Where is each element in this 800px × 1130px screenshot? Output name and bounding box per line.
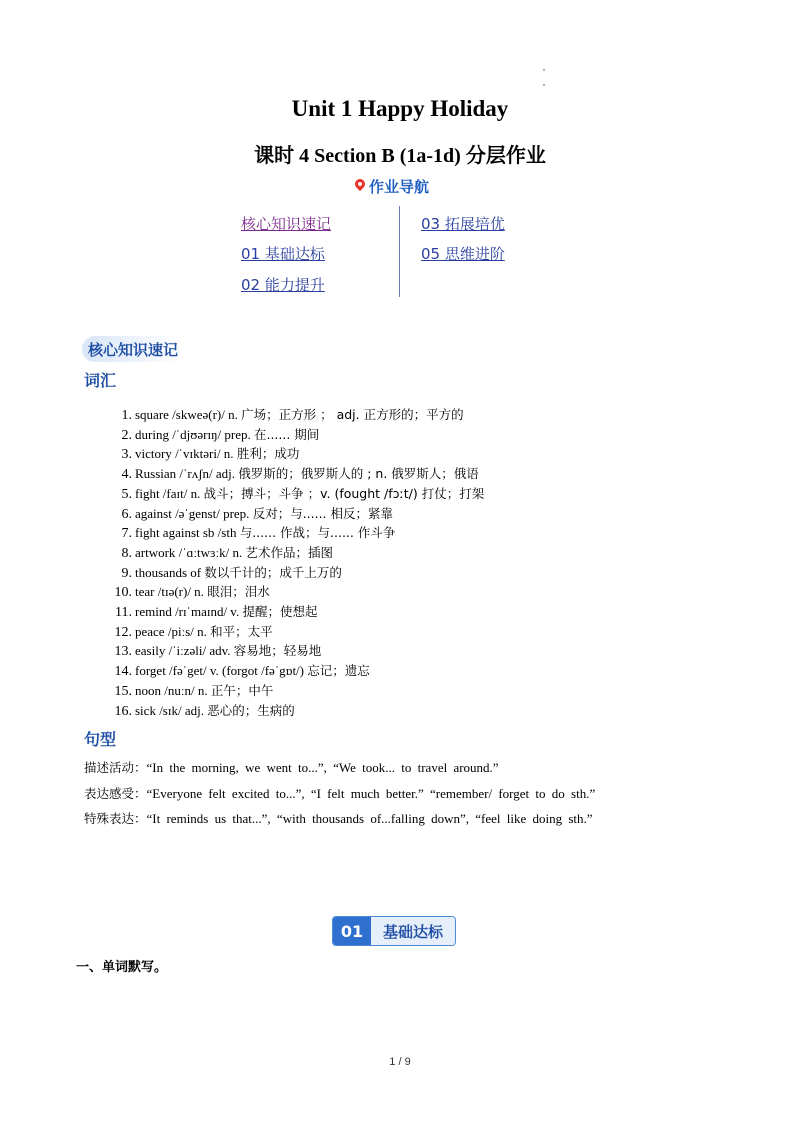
section-badge-core: 核心知识速记: [82, 336, 184, 362]
vocab-item: 6. against /əˈgenst/ prep. 反对；与...... 相反；紧靠: [121, 505, 394, 522]
sentence-line: 特殊表达：“It reminds us that...”, “with thousands of...falling down”, “feel like doing sth.”: [84, 811, 593, 826]
section-badge-01: [332, 916, 456, 946]
nav-badge-label: 作业导航: [369, 177, 430, 196]
speck: [543, 84, 545, 86]
vocab-heading: 词汇: [84, 371, 117, 390]
nav-link-03[interactable]: 03 拓展培优: [421, 215, 505, 233]
section-badge-label: 基础达标: [371, 917, 455, 945]
speck: [543, 69, 545, 71]
vocab-item: 11. remind /rɪˈmaɪnd/ v. 提醒；使想起: [115, 604, 318, 621]
sentence-heading: 句型: [84, 730, 117, 749]
vocab-item: 5. fight /faɪt/ n. 战斗；搏斗；斗争 ；v. (fought /fɔːt/) 打仗；打架: [121, 485, 485, 502]
page-number: 1 / 9: [389, 1056, 411, 1068]
nav-divider: [399, 206, 400, 297]
question-heading: 一、单词默写。: [76, 960, 168, 975]
nav-link-05[interactable]: 05 思维进阶: [421, 245, 505, 263]
vocab-item: 4. Russian /ˈrʌʃn/ adj. 俄罗斯的；俄罗斯人的 ; n. 俄罗斯人；俄语: [121, 466, 479, 483]
vocab-item: 8. artwork /ˈɑːtwɜːk/ n. 艺术作品；插图: [121, 544, 333, 561]
sentence-line: 描述活动：“In the morning, we went to...”, “We took... to travel around.”: [84, 760, 499, 775]
section-badge-number: 01: [333, 917, 371, 945]
vocab-item: 15. noon /nuːn/ n. 正午；中午: [114, 682, 274, 699]
vocab-item: 16. sick /sɪk/ adj. 恶心的；生病的: [114, 702, 295, 719]
vocab-item: 1. square /skweə(r)/ n. 广场；正方形 ； adj. 正方形的；平方的: [121, 407, 464, 423]
nav-link-core[interactable]: 核心知识速记: [241, 215, 332, 233]
vocab-item: 7. fight against sb /sth 与...... 作战；与...... 作斗争: [121, 525, 396, 542]
vocab-item: 13. easily /ˈiːzəli/ adv. 容易地；轻易地: [114, 643, 322, 660]
vocab-list: [104, 406, 484, 721]
location-pin-icon: [354, 179, 366, 193]
document-title: Unit 1 Happy Holiday: [291, 96, 509, 121]
vocab-item: 12. peace /piːs/ n. 和平；太平: [114, 623, 273, 640]
vocab-item: 9. thousands of 数以千计的；成千上万的: [121, 564, 342, 581]
nav-link-01[interactable]: 01 基础达标: [241, 245, 325, 263]
document-subtitle: 课时 4 Section B (1a-1d) 分层作业: [254, 145, 546, 167]
sentence-line: 表达感受：“Everyone felt excited to...”, “I felt much better.” “remember/ forget to do sth.”: [84, 786, 596, 801]
nav-badge: [354, 175, 429, 197]
vocab-item: 14. forget /fəˈget/ v. (forgot /fəˈgɒt/) 忘记；遗忘: [114, 663, 370, 680]
nav-link-02[interactable]: 02 能力提升: [241, 276, 325, 294]
vocab-item: 10. tear /tɪə(r)/ n. 眼泪；泪水: [114, 584, 270, 601]
vocab-item: 3. victory /ˈvɪktəri/ n. 胜利；成功: [121, 446, 300, 463]
vocab-item: 2. during /ˈdjʊərɪŋ/ prep. 在...... 期间: [121, 426, 320, 443]
